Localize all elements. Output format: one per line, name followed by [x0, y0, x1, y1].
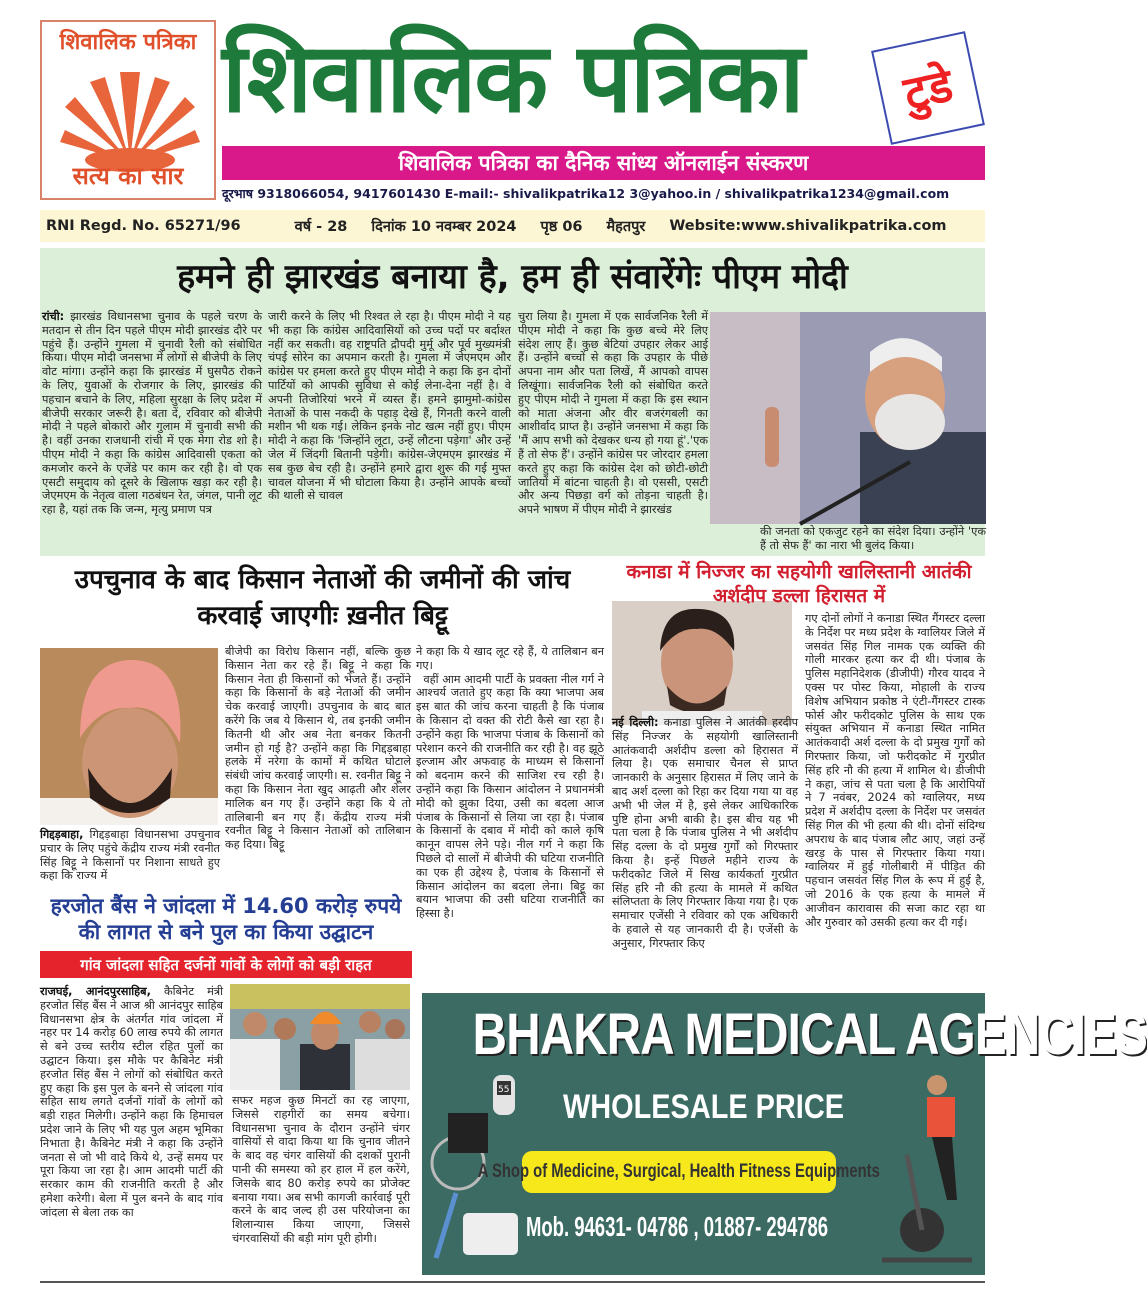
ad-offer: WHOLESALE PRICE — [562, 1088, 844, 1126]
ad-business-name: BHAKRA MEDICAL AGENCIES — [472, 1002, 1147, 1067]
date: दिनांक 10 नवम्बर 2024 — [371, 219, 517, 235]
body-text: गिद्दड़बाहा विधानसभा उपचुनाव प्रचार के लिए पहुंचे केंद्रीय राज्य मंत्री रवनीत सिंह बिट्टू ने किसानों पर निशाना साधते हुए कहा कि राज्य में — [40, 828, 220, 883]
pm-modi-photo — [710, 312, 986, 524]
ad-phone: Mob. 94631- 04786 , 01887- 294786 — [526, 1211, 829, 1242]
website-link[interactable]: Website:www.shivalikpatrika.com — [669, 218, 947, 234]
sun-rays-icon — [60, 62, 200, 162]
dateline: राजघई, आनंदपुरसाहिब, — [40, 985, 151, 998]
ravneet-bittu-photo — [40, 648, 218, 825]
story3-column-2: गए दोनों लोगों ने कनाडा स्थित गैंगस्टर दल्ला के निर्देश पर मध्य प्रदेश के ग्वालियर जिले में जसवंत सिंह गिल नामक एक व्यक्ति की गोली मारकर हत्या कर दी थी। पंजाब के पुलिस महानिदेशक (डीजीपी) गौरव यादव ने एक्स पर पोस्ट किया, मोहाली के राज्य विशेष अभियान प्रकोष्ठ ने एंटी-गैंगस्टर टास्क फोर्स और फरीदकोट पुलिस के साथ एक संयुक्त अभियान में कनाडा स्थित नामित आतंकवादी अर्श दल्ला के दो प्रमुख गुर्गों को गिरफ्तार किया, जो फरीदकोट में गुरप्रीत सिंह हरि नौ की हत्या में शामिल थे। डीजीपी ने कहा, जांच से पता चला है कि आरोपियों ने 7 नवंबर, 2024 को ग्वालियर, मध्य प्रदेश में अर्शदीप दल्ला के निर्देश पर जसवंत सिंह गिल की भी हत्या की थी। दोनों संदिग्ध अपराध के बाद पंजाब लौट आए, जहां उन्हें खरड़ के पास से गिरफ्तार किया गया। ग्वालियर में हुई गोलीबारी में पीड़ित की पहचान जसवंत सिंह गिल के रूप में हुई है, जो 2016 के एक हत्या के मामले में आजीवन कारावास की सजा काट रहा था और गुरुवार को उसकी हत्या कर दी गई। — [805, 612, 985, 929]
page-number: पृष्ठ 06 — [540, 219, 583, 235]
dateline: नई दिल्ली: — [612, 716, 659, 729]
logo-motto: सत्य का सार — [72, 162, 184, 190]
story1-column-4: की जनता को एकजुट रहने का संदेश दिया। उन्होंने 'एक हैं तो सेफ हैं' का नारा भी बुलंद किया। — [760, 525, 986, 552]
body-text: कनाडा पुलिस ने आतंकी हरदीप सिंह निज्जर के सहयोगी खालिस्तानी आतंकवादी अर्शदीप डल्ला को हिरासत में लिया है। एक समाचार चैनल से प्राप्त जानकारी के अनुसार हिरासत में लिए जाने के बाद अर्श दल्ला को रिहा कर दिया गया या वह अभी भी जेल में है, इसे लेकर आधिकारिक पुष्टि होना अभी बाकी है। इस बीच यह भी पता चला है कि पंजाब पुलिस ने भी अर्शदीप सिंह दल्ला के दो प्रमुख गुर्गों को गिरफ्तार किया है। इन्हें पिछले महीने राज्य के फरीदकोट जिले में सिख कार्यकर्ता गुरप्रीत सिंह हरि नौ की हत्या के मामले में कथित संलिप्तता के लिए गिरफ्तार किया गया है। एक समाचार एजेंसी ने रविवार को एक अधिकारी के हवाले से यह जानकारी दी है। एजेंसी के अनुसार, गिरफ्तार किए — [612, 716, 798, 950]
story4-column-1 — [40, 985, 223, 1275]
body-text: वहीं आम आदमी पार्टी के प्रवक्ता नील गर्ग ने आश्चर्य जताते हुए कहा कि क्या भाजपा अब इस बात की जांच करना चाहती है कि पंजाब के किसान दो वक्त की रोटी कैसे खा रहा है। उन्होंने कहा कि भाजपा पंजाब के किसानों को परेशान करने की राजनीति कर रही है। वह झूठे इल्जाम और अफवाह के माध्यम से किसानों को बदनाम करने की साजिश रच रही है। उन्होंने कहा कि किसान आंदोलन ने प्रधानमंत्री मोदी को झुका दिया, उसी का बदला आज पंजाब के किसानों से लिया जा रहा है। पंजाब के किसानों के दबाव में मोदी को काले कृषि कानून वापस लेने पड़े। नील गर्ग ने कहा कि पिछले दो सालों में बीजेपी की घटिया राजनीति का एक ही उद्देश्य है, पंजाब के किसानों से किसान आंदोलन का बदला लेना। बिट्टू का बयान भाजपा की उसी घटिया राजनीति का हिस्सा है। — [416, 672, 605, 921]
masthead-title: शिवालिक पत्रिका — [222, 21, 803, 134]
story3-column-1 — [612, 716, 798, 991]
exercise-bike-icon — [872, 1055, 982, 1267]
newspaper-logo — [40, 20, 216, 200]
story2-column-1 — [40, 828, 220, 886]
logo-text: शिवालिक पत्रिका — [59, 29, 197, 55]
body-text: ने कहा कि ये खाद लूट रहे हैं, ये तालिबान बन गए। — [416, 645, 604, 672]
story1-headline: हमने ही झारखंड बनाया है, हम ही संवारेंगेः पीएम मोदी — [177, 257, 848, 297]
harjot-bains-photo — [230, 984, 410, 1090]
place: मैहतपुर — [606, 219, 646, 235]
glucometer-reading: 55 — [498, 1085, 510, 1095]
arshdeep-dalla-photo — [612, 612, 792, 714]
story1-column-3: चुरा लिया है। गुमला में एक सार्वजनिक रैली में पीएम मोदी ने कहा कि कुछ बच्चे मेरे लिए संदेश लाए हैं। कुछ बेटियां उपहार लेकर आई हैं। उन्होंने बच्चों से कहा कि उपहार के पीछे अपना नाम और पता लिखें, मैं आपको वापस लिखूंगा। सार्वजनिक रैली को संबोधित करते हुए पीएम मोदी ने गुमला में कहा कि इस स्थान को माता अंजना और वीर बजरंगबली का आशीर्वाद प्राप्त है। उन्होंने जनसभा में कहा कि 'मैं आप सभी को देखकर धन्य हो गया हूं'.'एक हैं तो सेफ हैं'। उन्होंने कांग्रेस पर जोरदार हमला करते हुए कहा कि कांग्रेस देश को छोटी-छोटी जातियों में बांटना चाहती है। वो एससी, एसटी और अन्य पिछड़ा वर्ग को तोड़ना चाहती है। अपने भाषण में पीएम मोदी ने झारखंड — [518, 310, 708, 517]
info-bar — [40, 210, 985, 242]
dateline: गिद्दड़बाहा, — [40, 828, 84, 841]
ad-description-text: A Shop of Medicine, Surgical, Health Fitness Equipments — [477, 1161, 881, 1182]
body-text: झारखंड विधानसभा चुनाव के पहले चरण के मतदान से तीन दिन पहले पीएम मोदी झारखंड दौरे पर पहुंचे हैं। उन्होंने गुमला में चुनावी रैली को संबोधित किया। पीएम मोदी जनसभा में लोगों से बीजेपी के लिए वोट मांगा। उन्होंने कहा कि झारखंड में घुसपैठ रोकने के लिए, युवाओं के रोजगार के लिए, झारखंड की पहचान बचाने के लिए, महिला सुरक्षा के लिए प्रदेश में बीजेपी सरकार जरूरी है। बता दें, रविवार को बीजेपी मोदी ने पहले बोकारो और गुलाम में चुनावी सभी की है। वहीं उनका राजधानी रांची में एक मेगा रोड शो है। पीएम मोदी ने कहा कि कांग्रेस आदिवासी एकता को कमजोर करने के एजेंडे पर काम कर रही है। वो एक एसटी समुदाय को दूसरे के खिलाफ खड़ा कर रही है। जेएमएम के नेतृत्व वाला गठबंधन रेत, जंगल, पानी लूट रहा है, यहां तक कि जन्म, मृत्यु प्रमाण पत्र — [42, 310, 263, 517]
story2-column-2: बीजेपी का विरोध किसान नहीं, बल्कि कुछ किसान नेता कर रहे हैं। बिट्टू ने कहा कि किसान नेता ही किसानों को भेजते हैं। उन्होंने कहा कि किसानों के बड़े नेताओं की जमीन चेक करवाई जाएगी। उपचुनाव के बाद बात करेंगे कि जब ये किसान थे, तब इनकी जमीन कितनी थी और अब नेता बनकर कितनी जमीन हो गई है? उन्होंने कहा कि गिद्दड़बाहा हलके में नरेगा के कामों में कथित घोटाले संबंधी जांच करवाई जाएगी। स. रवनीत बिट्टू ने कहा कि किसान नेता खुद आढ़ती और शेलर मालिक बन गए हैं। उन्होंने कहा कि ये तो तालिबानी बन गए हैं। केंद्रीय राज्य मंत्री रवनीत बिट्टू ने किसान नेताओं को तालिबान कह दिया। बिट्टू — [225, 645, 411, 852]
body-text: कैबिनेट मंत्री हरजोत सिंह बैंस ने आज श्री आनंदपुर साहिब विधानसभा क्षेत्र के अंतर्गत गांव जांदला में नहर पर 14 करोड़ 60 लाख रुपये की लागत से बने उच्च स्तरीय स्टील रहित पुलों का उद्घाटन किया। इस मौके पर कैबिनेट मंत्री हरजोत सिंह बैंस ने लोगों को संबोधित करते हुए कहा कि इस पुल के बनने से जांदला गांव सहित साथ लगते दर्जनों गांवों के लोगों को बड़ी राहत मिलेगी। उन्होंने कहा कि हिमाचल प्रदेश जाने के लिए भी यह पुल अहम भूमिका निभाता है। कैबिनेट मंत्री ने कहा कि उन्होंने जनता से जो भी वादे किये थे, उन्हें समय पर पूरा किया जा रहा है। आम आदमी पार्टी की सरकार काम की राजनीति करती है और हमेशा करेगी। बेला में पुल बनने के बाद गांव जांदला से बेला तक का — [40, 985, 223, 1219]
story1-column-2: जारी करने के लिए भी रिश्वत ले रहा है। पीएम मोदी ने यह भी कहा कि कांग्रेस आदिवासियों को उच्च पदों पर बर्दाश्त नहीं कर सकती। वह राष्ट्रपति द्रौपदी मुर्मू और पूर्व मुख्यमंत्री चंपई सोरेन का अपमान करती है। गुमला में जेएमएम और कांग्रेस पर हमला करते हुए पीएम मोदी ने कहा कि इन दोनों पार्टियों को आपकी सुविधा से कोई लेना-देना नहीं है। वे अपनी तिजोरियां भरने में व्यस्त हैं। हमने झामुमो-कांग्रेस नेताओं के पास नकदी के पहाड़ देखे हैं, गिनती करने वाली मशीन भी थक गई। लेकिन इनके नोट खत्म नहीं हुए। पीएम मोदी ने कहा कि 'जिन्होंने लूटा, उन्हें लौटना पड़ेगा' और उन्हें जेल में जिंदगी बितानी पड़ेगी। कांग्रेस-जेएमएम झारखंड में सब कुछ बेच रही है। उन्होंने हमारे द्वारा शुरू की गई मुफ्त चावल योजना में भी घोटाला किया है। उन्होंने आपके बच्चों की थाली से चावल — [268, 310, 511, 503]
story4-column-2: सफर महज कुछ मिनटों का रह जाएगा, जिससे राहगीरों का समय बचेगा। विधानसभा चुनाव के दौरान उन्होंने चंगर वासियों से वादा किया था कि चुनाव जीतने के बाद वह चंगर वासियों की दशकों पुरानी पानी की समस्या को हर हाल में हल करेंगे, जिसके बाद 80 करोड़ रुपये का प्रोजेक्ट बनाया गया। अब सभी कागजी कार्रवाई पूरी करने के बाद जल्द ही उस परियोजना का शिलान्यास किया जाएगा, जिससे चंगरवासियों की बड़ी मांग पूरी होगी। — [232, 1094, 410, 1245]
rni-number: RNI Regd. No. 65271/96 — [46, 218, 241, 234]
story2-column-3 — [416, 645, 604, 987]
year: वर्ष - 28 — [294, 219, 348, 235]
dateline: रांची: — [42, 310, 65, 323]
story4-subheadline: गांव जांदला सहित दर्जनों गांवों के लोगों को बड़ी राहत — [40, 951, 412, 978]
tagline-band: शिवालिक पत्रिका का दैनिक सांध्य ऑनलाईन संस्करण — [222, 146, 985, 180]
story3-headline: कनाडा में निज्जर का सहयोगी खालिस्तानी आतंकी अर्शदीप डल्ला हिरासत में — [626, 561, 972, 607]
bhakra-medical-advertisement[interactable] — [422, 993, 1147, 1275]
contact-line: दूरभाष 9318066054, 9417601430 E-mail:- shivalikpatrika12 3@yahoo.in / shivalikpatrika1234@gmail.com — [222, 186, 950, 201]
story1-column-1 — [42, 310, 262, 555]
ad-description — [477, 1151, 881, 1193]
story2-headline: उपचुनाव के बाद किसान नेताओं की जमीनों की जांच करवाई जाएगीः ख़नीत बिट्टू — [74, 565, 571, 631]
page-bottom-rule — [40, 1281, 985, 1283]
story4-headline: हरजोत बैंस ने जांदला में 14.60 करोड़ रुपये की लागत से बने पुल का किया उद्घाटन — [50, 894, 402, 944]
today-badge: टुडे — [871, 31, 985, 145]
